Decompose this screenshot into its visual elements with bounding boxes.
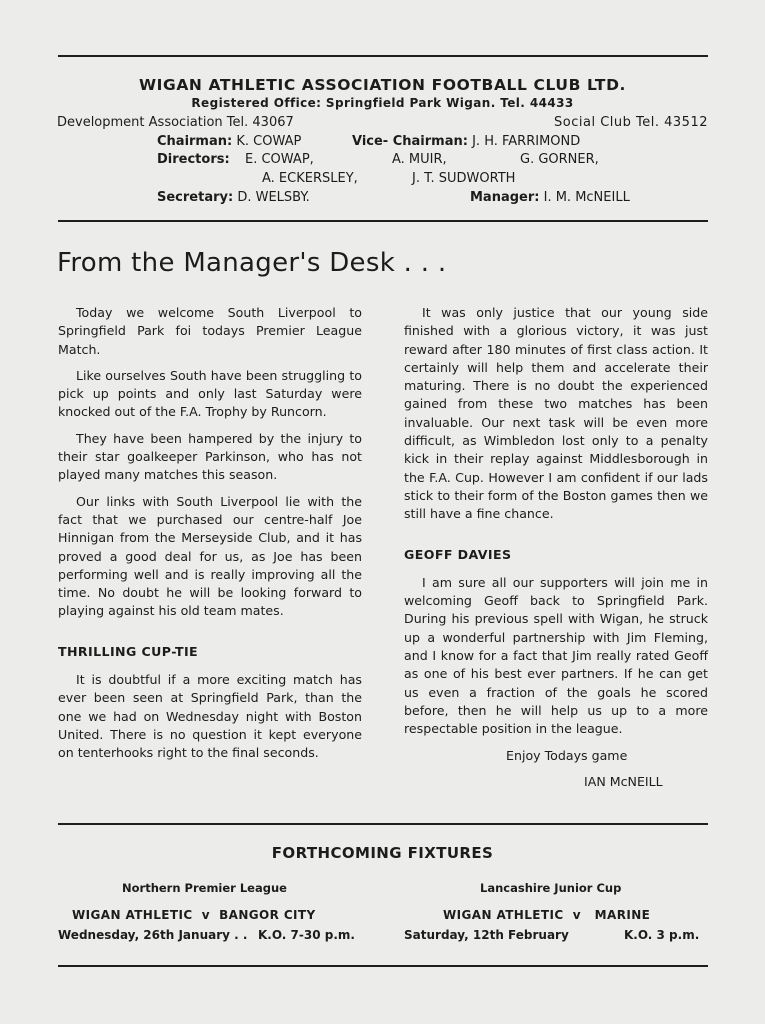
fixture-away: MARINE bbox=[594, 908, 651, 922]
chairman-label: Chairman: bbox=[157, 134, 233, 149]
fixture-away: BANGOR CITY bbox=[219, 908, 316, 922]
page-heading: From the Manager's Desk . . . bbox=[57, 248, 447, 278]
fixture-competition: Northern Premier League bbox=[122, 881, 287, 895]
chairman-name: K. COWAP bbox=[236, 134, 302, 149]
fixture-vs: v bbox=[572, 908, 581, 922]
vice-chairman-row bbox=[352, 134, 580, 149]
top-rule bbox=[58, 55, 708, 57]
article-paragraph: Today we welcome South Liverpool to Springfield Park foi todays Premier League Match. bbox=[58, 305, 362, 357]
secretary-label: Secretary: bbox=[157, 190, 234, 205]
chairman-row bbox=[157, 134, 301, 149]
club-name: WIGAN ATHLETIC ASSOCIATION FOOTBALL CLUB LTD. bbox=[138, 76, 627, 94]
fixture-date: Saturday, 12th February bbox=[404, 928, 569, 942]
article-right-column bbox=[404, 304, 708, 799]
article-paragraph: I am sure all our supporters will join me in welcoming Geoff back to Springfield Park. During his previous spell with Wigan, he struck up a wonderful partnership with Jim Fleming, and I know for a fact that Jim really rated Geoff as one of his best ever partners. If he can get us even a fraction of the goals he scored before, then he will help us up to a more respectable position in the league. bbox=[404, 574, 708, 737]
fixture-match bbox=[72, 908, 316, 922]
header-bottom-rule bbox=[58, 220, 708, 222]
article-paragraph: Our links with South Liverpool lie with the fact that we purchased our centre-half Joe Hinnigan from the Merseyside Club, and it has proved a good deal for us, as Joe has been performing well and is really improving all the time. No doubt he will be looking forward to playing against his old team mates. bbox=[58, 493, 362, 619]
director-name: A. MUIR, bbox=[392, 152, 447, 167]
manager-label: Manager: bbox=[470, 190, 540, 205]
fixture-home: WIGAN ATHLETIC bbox=[443, 908, 564, 922]
director-name: E. COWAP, bbox=[245, 152, 314, 167]
manager-name: I. M. McNEILL bbox=[543, 190, 630, 205]
bottom-rule bbox=[58, 965, 708, 967]
vice-chairman-label: Vice- Chairman: bbox=[352, 134, 468, 149]
director-name: J. T. SUDWORTH bbox=[412, 171, 516, 186]
article-paragraph: It is doubtful if a more exciting match has ever been seen at Springfield Park, than the one we had on Wednesday night with Boston United. There is no question it kept everyone on tenterhooks right to the final seconds. bbox=[58, 672, 362, 761]
article-paragraph: It was only justice that our young side finished with a glorious victory, it was just reward after 180 minutes of first class action. It certainly will help them and accelerate their maturing. There is no doubt the experienced gained from these two matches has been invaluable. Our next task will be even more difficult, as Wimbledon lost only to a penalty kick in their replay against Middlesborough in the F.A. Cup. However I am confident if our lads stick to their form of the Boston games then we still have a fine chance. bbox=[404, 305, 708, 522]
fixture-date: Wednesday, 26th January . . bbox=[58, 928, 248, 942]
fixture-kickoff: K.O. 3 p.m. bbox=[624, 928, 700, 942]
signoff: Enjoy Todays game bbox=[506, 747, 628, 763]
fixture-home: WIGAN ATHLETIC bbox=[72, 908, 193, 922]
director-name: A. ECKERSLEY, bbox=[262, 171, 358, 186]
development-association: Development Association Tel. 43067 bbox=[57, 115, 294, 130]
article-paragraph: Like ourselves South have been struggling to pick up points and only last Saturday were knocked out of the F.A. Trophy by Runcorn. bbox=[58, 367, 362, 420]
directors-label bbox=[157, 152, 230, 167]
section-heading-geoff-davies: GEOFF DAVIES bbox=[404, 546, 512, 562]
fixtures-top-rule bbox=[58, 823, 708, 825]
fixture-vs: v bbox=[201, 908, 210, 922]
article-left-column bbox=[58, 304, 362, 771]
vice-chairman-name: J. H. FARRIMOND bbox=[472, 134, 581, 149]
director-name: G. GORNER, bbox=[520, 152, 599, 167]
registered-office: Registered Office: Springfield Park Wigan. Tel. 44433 bbox=[191, 96, 574, 110]
secretary-name: D. WELSBY. bbox=[237, 190, 310, 205]
fixture-match bbox=[443, 908, 650, 922]
fixture-competition: Lancashire Junior Cup bbox=[480, 881, 622, 895]
section-heading-cup-tie: THRILLING CUP-TIE bbox=[58, 643, 199, 659]
fixtures-title: FORTHCOMING FIXTURES bbox=[271, 844, 494, 862]
manager-row bbox=[470, 190, 630, 205]
article-paragraph: They have been hampered by the injury to their star goalkeeper Parkinson, who has not played many matches this season. bbox=[58, 430, 362, 483]
social-club: Social Club Tel. 43512 bbox=[554, 115, 708, 130]
fixture-kickoff: K.O. 7-30 p.m. bbox=[258, 928, 355, 942]
signature: IAN McNEILL bbox=[584, 773, 663, 789]
secretary-row bbox=[157, 190, 310, 205]
directors-label-text: Directors: bbox=[157, 152, 230, 167]
